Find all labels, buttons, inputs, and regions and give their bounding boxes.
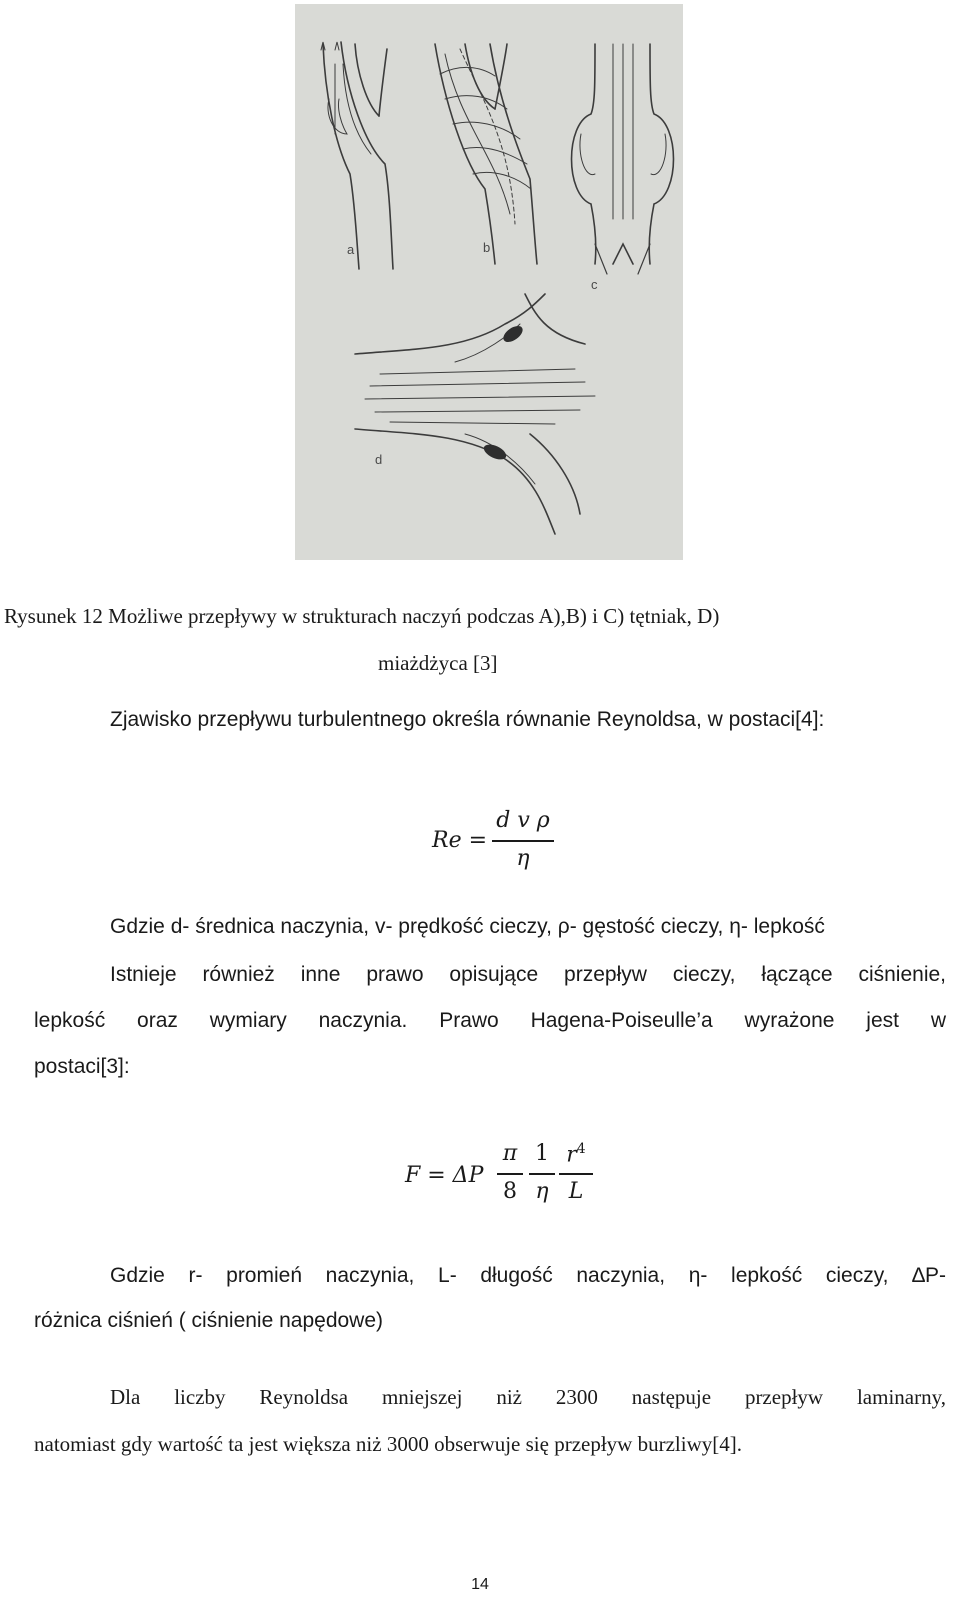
panel-b-drawing — [435, 44, 537, 264]
fraction-bar — [497, 1173, 523, 1175]
paragraph-reynolds-symbols: Gdzie d- średnica naczynia, v- prędkość cieczy, ρ- gęstość cieczy, η- lepkość — [110, 915, 825, 938]
panel-d-drawing — [355, 294, 595, 534]
reynolds-equation — [432, 808, 572, 888]
frac3-numerator — [559, 1141, 593, 1167]
reynolds-numerator: d v ρ — [496, 808, 550, 833]
paragraph-reynolds-intro: Zjawisko przepływu turbulentnego określa równanie Reynoldsa, w postaci[4]: — [110, 708, 825, 731]
page-number: 14 — [471, 1576, 489, 1593]
frac2-numerator: 1 — [535, 1141, 549, 1166]
reynolds-lhs: Re = — [432, 828, 488, 853]
reynolds-denominator: η — [516, 846, 530, 871]
blood-flow-figure — [295, 4, 683, 560]
frac3-base: r — [566, 1142, 577, 1168]
paragraph-poiseuille-symbols-line2: różnica ciśnień ( ciśnienie napędowe) — [34, 1309, 384, 1332]
figure-caption-line1: Rysunek 12 Możliwe przepływy w strukturach naczyń podczas A),B) i C) tętniak, D) — [4, 604, 720, 628]
paragraph-poiseuille-line3: postaci[3]: — [34, 1055, 130, 1078]
paragraph-poiseuille-line2: lepkość oraz wymiary naczynia. Prawo Hagena-Poiseulle’a wyrażone jest w — [34, 1009, 946, 1032]
frac3-denominator: L — [568, 1179, 584, 1204]
paragraph-poiseuille-line1: Istnieje również inne prawo opisujące przepływ cieczy, łączące ciśnienie, — [110, 963, 946, 986]
paragraph-poiseuille-symbols-line1: Gdzie r- promień naczynia, L- długość naczynia, η- lepkość cieczy, ∆P- — [110, 1264, 946, 1287]
poiseuille-equation — [405, 1135, 595, 1225]
panel-a-drawing — [321, 42, 393, 269]
frac3-exponent: 4 — [576, 1141, 586, 1157]
fraction-bar — [529, 1173, 555, 1175]
paragraph-flow-regime-line2: natomiast gdy wartość ta jest większa niż 3000 obserwuje się przepływ burzliwy[4]. — [34, 1432, 742, 1456]
frac1-denominator: 8 — [503, 1179, 517, 1204]
fraction-bar — [492, 840, 554, 842]
poiseuille-lhs: F = ΔP — [405, 1163, 484, 1188]
panel-c-drawing — [572, 44, 674, 274]
panel-label-a: a — [347, 242, 355, 257]
panel-label-b: b — [483, 240, 491, 255]
figure-caption-line2: miażdżyca [3] — [378, 651, 498, 675]
frac1-numerator: π — [502, 1141, 518, 1166]
paragraph-flow-regime-line1: Dla liczby Reynoldsa mniejszej niż 2300 następuje przepływ laminarny, — [110, 1385, 946, 1409]
panel-label-d: d — [375, 452, 383, 467]
frac2-denominator: η — [535, 1179, 549, 1204]
panel-label-c: c — [591, 277, 598, 292]
fraction-bar — [559, 1173, 593, 1175]
